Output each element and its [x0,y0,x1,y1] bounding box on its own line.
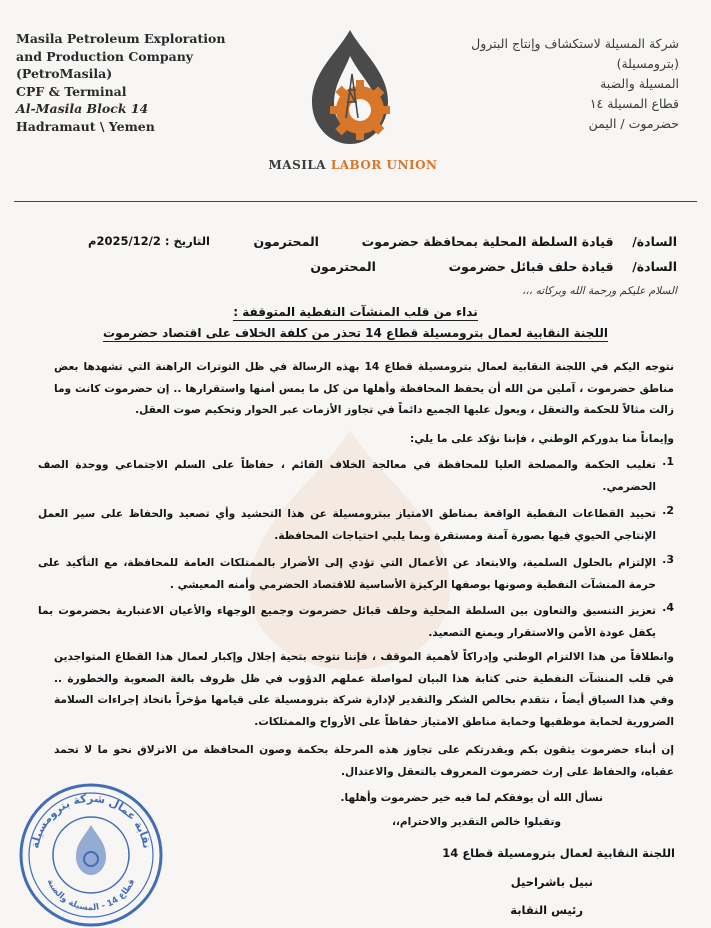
header-ar-company: شركة المسيلة لاستكشاف وإنتاج البترول [471,36,679,51]
point-1-text: تغليب الحكمة والمصلحة العليا للمحافظة في معالجة الخلاف القائم ، حفاظاً على السلم الاجتماعي ووحدة الصف الحضرمي. [38,459,656,493]
point-3-text: الإلتزام بالحلول السلمية، والابتعاد عن الأعمال التي تؤدي إلى الأضرار بالممتلكات العامة للمحافظة، مع التأكيد على حرمة المنشآت النفطية وصونها بوصفها الركيزة الأساسية للاقتصاد الحضرمي وأمنه المعيشي . [38,557,656,591]
addressee-1-name: قيادة السلطة المحلية بمحافظة حضرموت [361,234,614,249]
header-arabic [449,34,679,134]
letter-subtitle [0,326,711,340]
union-name-word1: MASILA [268,158,327,172]
letter-subtitle-text: اللجنة النقابية لعمال بترومسيلة قطاع 14 تحذر من كلفة الخلاف على اقتصاد حضرموت [103,326,608,340]
stamp-ring-text: نقابة عمال شركة بترومسيلة [28,791,154,850]
point-2 [38,504,674,547]
header-en-location: Hadramaut \ Yemen [16,118,155,134]
header-english [16,30,256,135]
signature-title: رئيس النقابة [510,903,583,917]
addressee-1-label: السادة/ [632,234,677,249]
union-name [228,158,478,172]
addressee-2-honor: المحترمون [310,259,376,274]
header-en-company-2: and Production Company [16,48,194,64]
header-ar-location: حضرموت / اليمن [588,116,679,131]
union-name-word2: LABOR UNION [330,158,438,172]
letter-title [0,305,711,319]
header-ar-site: المسيلة والضبة [600,76,679,91]
union-logo-icon [290,26,410,151]
header-ar-short: (بترومسيلة) [616,56,679,71]
signature-name: نبيل باشراحيل [510,875,593,889]
header-ar-block: قطاع المسيلة ١٤ [589,96,679,111]
union-stamp-icon [16,781,166,928]
point-1 [38,455,674,498]
point-3-number: 3. [662,553,674,566]
closing-regards: وتقبلوا خالص التقدير والاحترام،، [391,816,561,828]
body-paragraph-3: إن أبناء حضرموت يثقون بكم ويقدرتكم على تجاوز هذه المرحلة بحكمة وصون المحافظة من الانزلاق نحو ما لا تحمد عقباه، والحفاظ على إرث حضرموت المعروف بالتعقل والاعتدال. [54,744,674,778]
addressee-2 [310,259,677,274]
point-3 [38,553,674,596]
body-paragraph-2: وانطلاقاً من هذا الالتزام الوطني وإدراكاً لأهمية الموقف ، فإننا نتوجه بتحية إجلال وإكبار لعمال هذا القطاع المتواجدين في قلب المنشآت النفطية حتى كتابة هذا البيان لمواصلة عملهم الدؤوب في ظل ظروف بالغة الصعوبة والخطورة .. وفي هذا السياق أيضاً ، نتقدم بخالص الشكر والتقدير لإدارة شركة بترومسيلة على قيامها مؤخراً باتخاذ إجراءات السلامة الضرورية لحماية موظفيها وحماية مناطق الامتياز حفاظاً على الأرواح والممتلكات. [54,651,674,728]
point-2-number: 2. [662,504,674,517]
point-2-text: تحييد القطاعات النفطية الواقعة بمناطق الامتياز ببترومسيلة عن هذا التحشيد وأي تصعيد والحفاظ على سير العمل الإنتاجي الحيوي فيها بصورة آمنة ومستقرة وبما يلبي احتياجات المحافظة. [38,508,656,542]
point-4-number: 4. [662,601,674,614]
header-en-company: Masila Petroleum Exploration [16,31,226,46]
closing-prayer: نسأل الله أن يوفقكم لما فيه خير حضرموت وأهلها. [340,792,603,804]
header-divider [14,201,697,202]
intro-paragraph: نتوجه اليكم في اللجنة النقابية لعمال بترومسيلة قطاع 14 بهذه الرسالة في ظل التوترات الراهنة التي تشهدها بعض مناطق حضرموت ، آملين من الله أن يحفظ المحافظة وأهلها من كل ما يمس أمنها واستقرارها .. إن حضرموت كانت وما زالت مثالاً للحكمة والتعقل ، ويعول عليها الجميع دائماً في تجاوز الأزمات عبر الحوار وتحكيم صوت العقل. [54,361,674,416]
stamp-bottom-text: قطاع 14 - المسيلة والضبة [44,877,138,914]
letter-date: التاريخ : 2025/12/2م [88,234,210,248]
point-1-number: 1. [662,455,674,468]
header-en-block: Al-Masila Block 14 [16,101,149,116]
header-en-site: CPF & Terminal [16,83,127,99]
greeting: السلام عليكم ورحمة الله وبركاته ،،، [522,285,677,297]
lead-sentence: وإيماناً منا بدوركم الوطني ، فإننا نؤكد على ما يلي: [410,433,674,445]
signature-org: اللجنة النقابية لعمال بترومسيلة قطاع 14 [442,846,675,860]
addressee-1-honor: المحترمون [253,234,319,249]
addressee-2-name: قيادة حلف قبائل حضرموت [448,259,614,274]
point-4-text: تعزيز التنسيق والتعاون بين السلطة المحلية وحلف قبائل حضرموت وجميع الوجهاء والأعيان الاعتبارية بحضرموت بما يكفل عودة الأمن والاستقرار ويمنع التصعيد. [38,605,656,639]
letter-title-text: نداء من قلب المنشآت النفطية المتوقفة : [233,305,478,319]
addressee-2-label: السادة/ [632,259,677,274]
point-4 [38,601,674,644]
header-en-short: (PetroMasila) [16,66,113,81]
addressee-1 [253,234,677,249]
